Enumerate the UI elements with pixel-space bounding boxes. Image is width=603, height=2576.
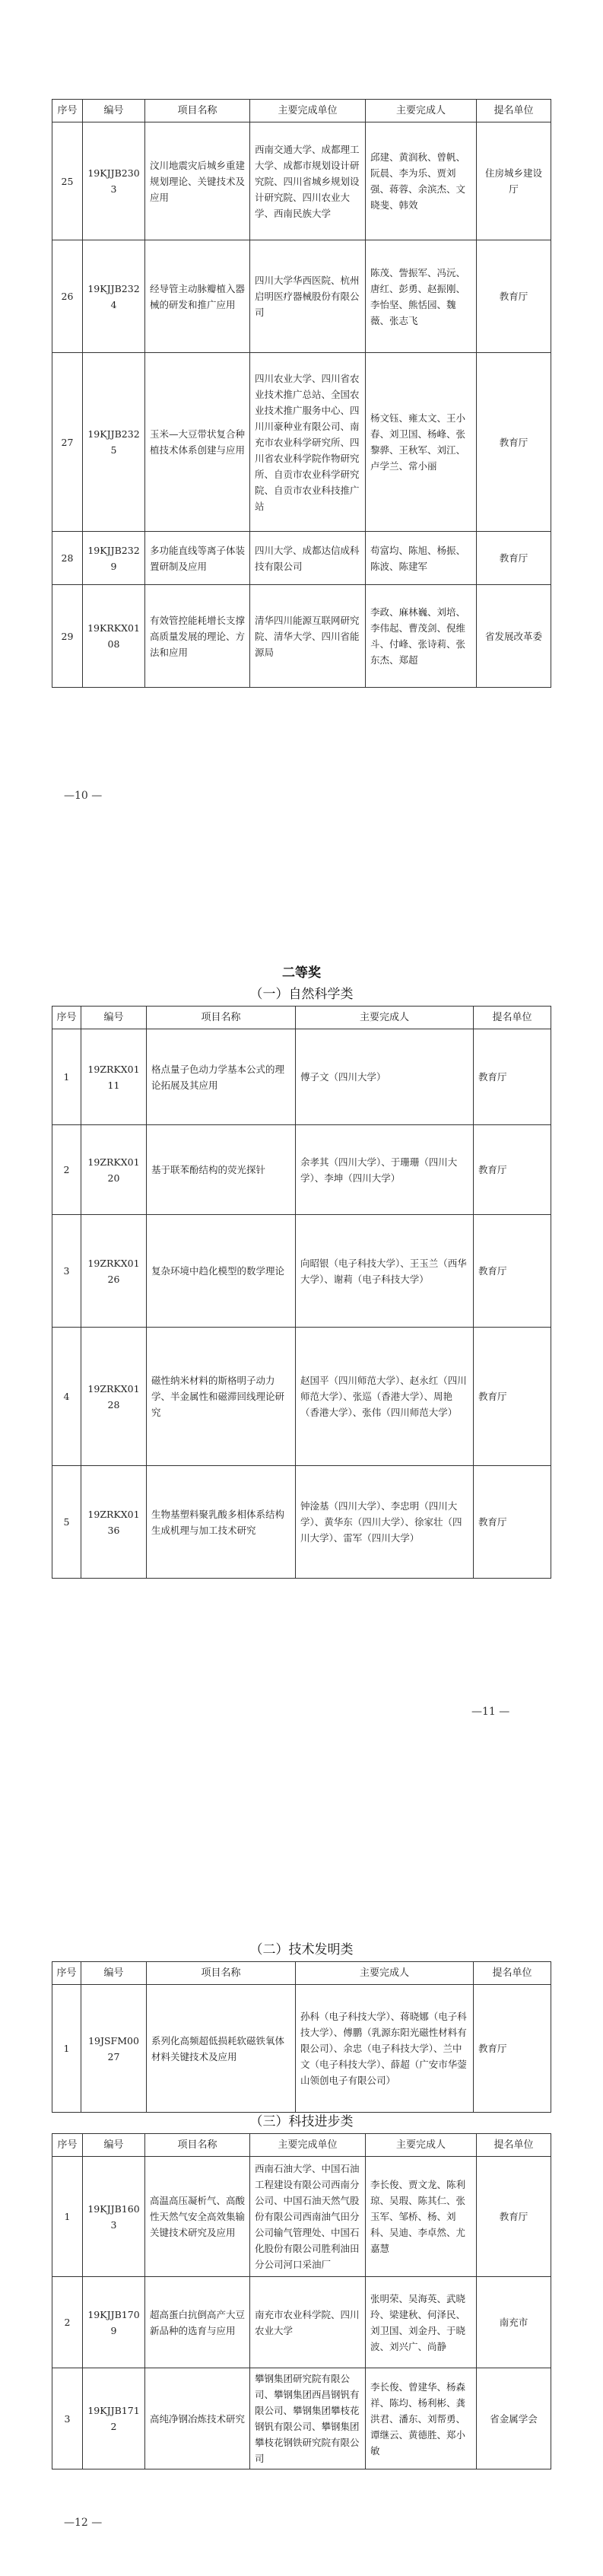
cell-code: 19KJJB1709 [83,2277,145,2368]
table-row [52,1125,551,1215]
category-title-natural-science: （一）自然科学类 [249,987,354,1002]
cell-code: 19ZRKX0126 [81,1215,147,1328]
cell-seq: 5 [52,1466,81,1579]
cell-code: 19KJJB2329 [83,532,145,585]
category-title-sci-tech-progress: （三）科技进步类 [249,2114,354,2129]
cell-project: 玉米—大豆带状复合种植技术体系创建与应用 [145,353,250,532]
header-code: 编号 [81,1007,147,1029]
cell-code: 19KJJB2325 [83,353,145,532]
table-row [52,240,551,353]
cell-persons: 傅子文（四川大学） [296,1029,474,1125]
header-seq: 序号 [52,2134,83,2157]
cell-units: 四川大学华西医院、杭州启明医疗器械股份有限公司 [250,240,366,353]
cell-units: 攀钢集团研究院有限公司、攀钢集团西昌钢钒有限公司、攀钢集团攀枝花钢钒有限公司、攀钢集团攀枝花钢铁研究院有限公司 [250,2368,366,2469]
cell-persons: 余孝其（四川大学）、于珊珊（四川大学）、李坤（四川大学） [296,1125,474,1215]
cell-persons: 陈茂、訾振军、冯沅、唐红、彭勇、赵振刚、李怡坚、熊恬园、魏薇、张志飞 [366,240,477,353]
cell-code: 19KRKX0108 [83,585,145,688]
header-nominator: 提名单位 [477,100,551,122]
cell-nominator: 教育厅 [474,1029,551,1125]
page-number-12: —12 — [64,2517,103,2529]
cell-code: 19ZRKX0120 [81,1125,147,1215]
header-code: 编号 [83,2134,145,2157]
table-header-row [52,2134,551,2157]
cell-units: 清华四川能源互联网研究院、清华大学、四川省能源局 [250,585,366,688]
table-row [52,353,551,532]
cell-units: 南充市农业科学院、四川农业大学 [250,2277,366,2368]
header-nominator: 提名单位 [474,1007,551,1029]
cell-nominator: 教育厅 [474,1466,551,1579]
cell-seq: 1 [52,1029,81,1125]
cell-project: 有效管控能耗增长支撑高质量发展的理论、方法和应用 [145,585,250,688]
cell-nominator: 教育厅 [477,2157,551,2277]
cell-project: 磁性纳米材料的斯格明子动力学、半金属性和磁滞回线理论研究 [147,1328,296,1466]
cell-code: 19ZRKX0128 [81,1328,147,1466]
header-project: 项目名称 [147,1007,296,1029]
cell-nominator: 省金属学会 [477,2368,551,2469]
table-row [52,1466,551,1579]
cell-project: 多功能直线等离子体装置研制及应用 [145,532,250,585]
cell-nominator: 教育厅 [474,1125,551,1215]
header-units: 主要完成单位 [250,2134,366,2157]
cell-project: 高温高压凝析气、高酸性天然气安全高效集输关键技术研究及应用 [145,2157,250,2277]
cell-project: 汶川地震灾后城乡重建规划理论、关键技术及应用 [145,122,250,240]
cell-project: 格点量子色动力学基本公式的理论拓展及其应用 [147,1029,296,1125]
cell-persons: 邱建、黄润秋、曾帆、阮晨、李为乐、贾刘强、蒋蓉、余滨杰、文晓斐、韩效 [366,122,477,240]
cell-units: 四川农业大学、四川省农业技术推广总站、全国农业技术推广服务中心、四川川豪种业有限公司、南充市农业科学研究所、四川省农业科学院作物研究所、自贡市农业科学研究院、自贡市农业科技推广站 [250,353,366,532]
header-persons: 主要完成人 [366,100,477,122]
header-seq: 序号 [52,1962,81,1985]
category-title-technical-invention: （二）技术发明类 [249,1942,354,1957]
table-header-row [52,100,551,122]
table-row [52,1985,551,2113]
cell-units: 西南交通大学、成都理工大学、成都市规划设计研究院、四川省城乡规划设计研究院、四川农业大学、西南民族大学 [250,122,366,240]
cell-nominator: 住房城乡建设厅 [477,122,551,240]
cell-persons: 孙科（电子科技大学）、蒋晓娜（电子科技大学）、傅鹏（乳源东阳光磁性材料有限公司）、余忠（电子科技大学）、兰中文（电子科技大学）、薛超（广安市华蓥山领创电子有限公司） [296,1985,474,2113]
cell-seq: 29 [52,585,83,688]
cell-persons: 赵国平（四川师范大学）、赵永红（四川师范大学）、张巡（香港大学）、周艳（香港大学）、张伟（四川师范大学） [296,1328,474,1466]
header-units: 主要完成单位 [250,100,366,122]
cell-persons: 苟富均、陈旭、杨振、陈波、陈建军 [366,532,477,585]
cell-persons: 李长俊、曾建华、杨森祥、陈均、杨利彬、龚洪君、潘东、刘帮勇、谭继云、黄德胜、郑小敏 [366,2368,477,2469]
cell-nominator: 教育厅 [477,240,551,353]
cell-nominator: 教育厅 [474,1328,551,1466]
page-number-11: —11 — [471,1706,510,1718]
cell-project: 生物基塑料聚乳酸多相体系结构生成机理与加工技术研究 [147,1466,296,1579]
header-project: 项目名称 [145,2134,250,2157]
cell-code: 19ZRKX0136 [81,1466,147,1579]
cell-seq: 25 [52,122,83,240]
cell-persons: 张明荣、吴海英、武晓玲、梁建秋、何泽民、刘卫国、刘金丹、于晓波、刘兴广、尚静 [366,2277,477,2368]
cell-nominator: 省发展改革委 [477,585,551,688]
table-row [52,2277,551,2368]
header-persons: 主要完成人 [296,1007,474,1029]
table-header-row [52,1007,551,1029]
cell-units: 西南石油大学、中国石油工程建设有限公司西南分公司、中国石油天然气股份有限公司西南油气田分公司输气管理处、中国石化股份有限公司胜利油田分公司河口采油厂 [250,2157,366,2277]
cell-nominator: 教育厅 [477,353,551,532]
cell-seq: 26 [52,240,83,353]
cell-nominator: 教育厅 [474,1985,551,2113]
cell-project: 经导管主动脉瓣植入器械的研发和推广应用 [145,240,250,353]
cell-code: 19KJJB2303 [83,122,145,240]
header-project: 项目名称 [147,1962,296,1985]
cell-persons: 钟淦基（四川大学）、李忠明（四川大学）、黄华东（四川大学）、徐家壮（四川大学）、雷军（四川大学） [296,1466,474,1579]
cell-nominator: 南充市 [477,2277,551,2368]
cell-code: 19KJJB1603 [83,2157,145,2277]
cell-seq: 1 [52,2157,83,2277]
cell-seq: 28 [52,532,83,585]
table-row [52,532,551,585]
table-header-row [52,1962,551,1985]
cell-code: 19ZRKX0111 [81,1029,147,1125]
table-row [52,1328,551,1466]
cell-seq: 3 [52,2368,83,2469]
table-row [52,1029,551,1125]
cell-nominator: 教育厅 [474,1215,551,1328]
cell-seq: 4 [52,1328,81,1466]
cell-seq: 2 [52,1125,81,1215]
table-row [52,122,551,240]
header-code: 编号 [83,100,145,122]
cell-project: 复杂环境中趋化模型的数学理论 [147,1215,296,1328]
header-seq: 序号 [52,1007,81,1029]
cell-persons: 李政、麻林巍、刘培、李伟起、曹茂剑、倪维斗、付峰、张诗莉、张东杰、郑超 [366,585,477,688]
award-table-page10 [52,99,551,688]
cell-code: 19KJJB2324 [83,240,145,353]
table-row [52,1215,551,1328]
cell-seq: 2 [52,2277,83,2368]
cell-code: 19KJJB1712 [83,2368,145,2469]
header-nominator: 提名单位 [477,2134,551,2157]
header-code: 编号 [81,1962,147,1985]
cell-project: 系列化高频超低损耗软磁铁氧体材料关键技术及应用 [147,1985,296,2113]
cell-code: 19JSFM0027 [81,1985,147,2113]
award-title: 二等奖 [282,965,321,981]
header-nominator: 提名单位 [474,1962,551,1985]
cell-persons: 杨文钰、雍太文、王小春、刘卫国、杨峰、张黎骅、王秋军、刘江、卢学兰、常小丽 [366,353,477,532]
cell-persons: 向昭银（电子科技大学）、王玉兰（西华大学）、谢莉（电子科技大学） [296,1215,474,1328]
header-project: 项目名称 [145,100,250,122]
header-persons: 主要完成人 [296,1962,474,1985]
table-row [52,2157,551,2277]
cell-nominator: 教育厅 [477,532,551,585]
cell-units: 四川大学、成都达信成科技有限公司 [250,532,366,585]
cell-project: 高纯净钢冶炼技术研究 [145,2368,250,2469]
cell-seq: 27 [52,353,83,532]
table-row [52,2368,551,2469]
cell-project: 超高蛋白抗倒高产大豆新品种的选育与应用 [145,2277,250,2368]
cell-project: 基于联苯酚结构的荧光探针 [147,1125,296,1215]
cell-seq: 1 [52,1985,81,2113]
table-row [52,585,551,688]
header-seq: 序号 [52,100,83,122]
page-number-10: —10 — [64,790,103,802]
header-persons: 主要完成人 [366,2134,477,2157]
sci-tech-progress-table [52,2133,551,2469]
cell-persons: 李长俊、贾文龙、陈利琼、吴瑕、陈其仁、张玉军、邹桥、杨、刘科、吴迪、李卓然、尤嘉慧 [366,2157,477,2277]
cell-seq: 3 [52,1215,81,1328]
natural-science-table [52,1006,551,1579]
technical-invention-table [52,1961,551,2113]
